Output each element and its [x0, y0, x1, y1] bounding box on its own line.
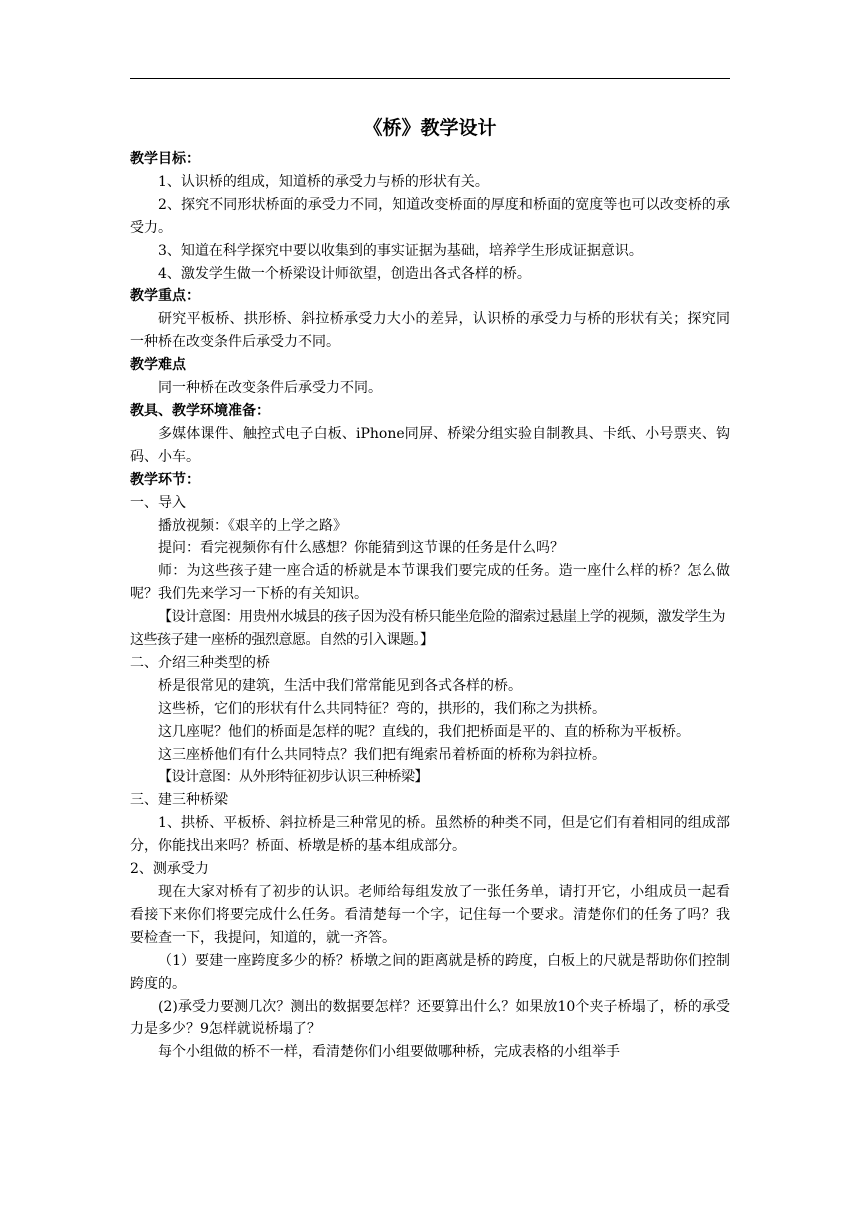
paragraph: 每个小组做的桥不一样，看清楚你们小组要做哪种桥，完成表格的小组举手: [158, 1044, 620, 1061]
heading-materials: 教具、教学环境准备：: [130, 402, 270, 419]
objective-4: 4、激发学生做一个桥梁设计师欲望，创造出各式各样的桥。: [158, 265, 531, 282]
design-intent-note: 【设计意图：从外形特征初步认识三种桥梁】: [158, 769, 428, 786]
materials-text: 多媒体课件、触控式电子白板、iPhone同屏、桥梁分组实验自制教具、卡纸、小号票夹、钩码、小车。: [130, 425, 730, 465]
paragraph: 这几座呢？他们的桥面是怎样的呢？直线的，我们把桥面是平的、直的桥称为平板桥。: [158, 723, 690, 740]
paragraph: 1、拱桥、平板桥、斜拉桥是三种常见的桥。虽然桥的种类不同，但是它们有着相同的组成部分，你能找出来吗？桥面、桥墩是桥的基本组成部分。: [130, 815, 730, 855]
section-intro: 一、导入: [130, 494, 186, 511]
paragraph: 这些桥，它们的形状有什么共同特征？弯的，拱形的，我们称之为拱桥。: [158, 700, 606, 717]
paragraph: 桥是很常见的建筑，生活中我们常常能见到各式各样的桥。: [158, 677, 522, 694]
paragraph: 这三座桥他们有什么共同特点？我们把有绳索吊着桥面的桥称为斜拉桥。: [158, 746, 606, 763]
paragraph: 提问：看完视频你有什么感想？你能猜到这节课的任务是什么吗？: [158, 540, 564, 557]
paragraph: 师：为这些孩子建一座合适的桥就是本节课我们要完成的任务。造一座什么样的桥？怎么做呢？我们先来学习一下桥的有关知识。: [130, 563, 730, 603]
heading-objectives: 教学目标：: [130, 151, 200, 167]
section-test-load: 2、测承受力: [130, 861, 209, 878]
heading-key-points: 教学重点：: [130, 288, 200, 305]
page-title: 《桥》教学设计: [363, 117, 497, 139]
paragraph: （1）要建一座跨度多少的桥？桥墩之间的距离就是桥的跨度，白板上的尺就是帮助你们控制跨度的。: [130, 952, 730, 992]
key-points-text: 研究平板桥、拱形桥、斜拉桥承受力大小的差异，认识桥的承受力与桥的形状有关；探究同一种桥在改变条件后承受力不同。: [130, 311, 730, 351]
paragraph: (2)承受力要测几次？测出的数据要怎样？还要算出什么？如果放10个夹子桥塌了，桥的承受力是多少？9怎样就说桥塌了？: [130, 998, 730, 1038]
objective-1: 1、认识桥的组成，知道桥的承受力与桥的形状有关。: [158, 173, 489, 190]
document-body: [130, 108, 730, 1064]
heading-difficulty: 教学难点: [130, 357, 186, 374]
section-build-bridges: 三、建三种桥梁: [130, 792, 228, 809]
objective-2: 2、探究不同形状桥面的承受力不同，知道改变桥面的厚度和桥面的宽度等也可以改变桥的承受力。: [130, 196, 730, 236]
objective-3: 3、知道在科学探究中要以收集到的事实证据为基础，培养学生形成证据意识。: [158, 242, 643, 259]
header-rule: [130, 78, 730, 79]
section-three-bridge-types: 二、介绍三种类型的桥: [130, 654, 270, 671]
difficulty-text: 同一种桥在改变条件后承受力不同。: [158, 380, 382, 397]
paragraph: 现在大家对桥有了初步的认识。老师给每组发放了一张任务单，请打开它，小组成员一起看看接下来你们将要完成什么任务。看清楚每一个字，记住每一个要求。清楚你们的任务了吗？我要检查一下，我提问，知道的，就一齐答。: [130, 884, 730, 946]
paragraph: 播放视频：《艰辛的上学之路》: [158, 517, 347, 534]
design-intent-note: 【设计意图：用贵州水城县的孩子因为没有桥只能坐危险的溜索过悬崖上学的视频，激发学生为这些孩子建一座桥的强烈意愿。自然的引入课题。】: [130, 609, 725, 649]
heading-procedure: 教学环节：: [130, 471, 200, 488]
